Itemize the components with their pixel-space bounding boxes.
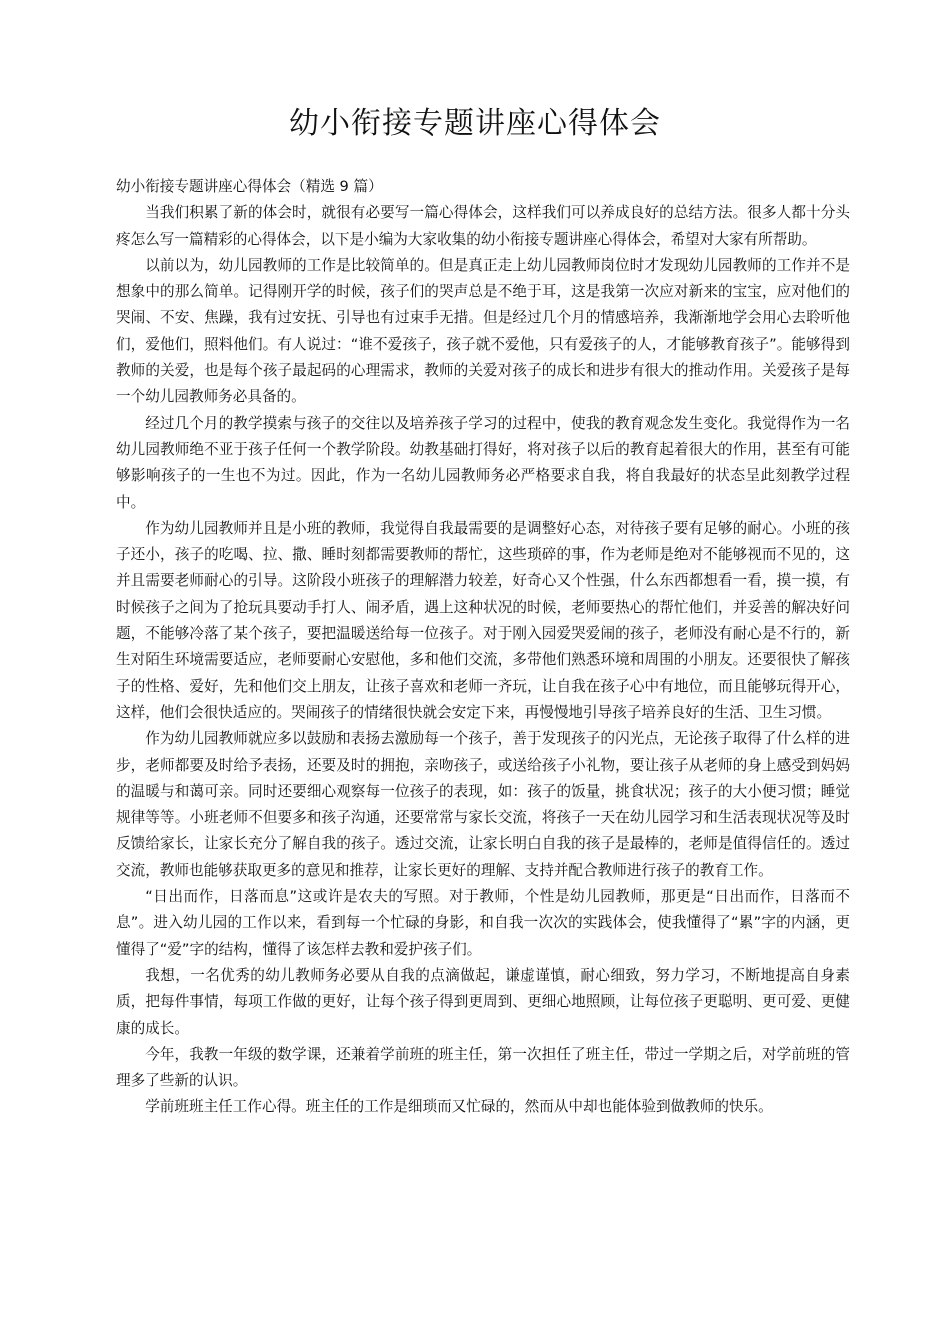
paragraph: 今年，我教一年级的数学课，还兼着学前班的班主任，第一次担任了班主任，带过一学期之后，对学前班的管理多了些新的认识。 <box>116 1045 850 1090</box>
paragraph: 学前班班主任工作心得。班主任的工作是细琐而又忙碌的，然而从中却也能体验到做教师的快乐。 <box>145 1098 773 1116</box>
document-title: 幼小衔接专题讲座心得体会 <box>289 106 661 141</box>
paragraph: 以前以为，幼儿园教师的工作是比较简单的。但是真正走上幼儿园教师岗位时才发现幼儿园教师的工作并不是想象中的那么简单。记得刚开学的时候，孩子们的哭声总是不绝于耳，这是我第一次应对新来的宝宝，应对他们的哭闹、不安、焦躁，我有过安抚、引导也有过束手无措。但是经过几个月的情感培养，我渐渐地学会用心去聆听他们，爱他们，照料他们。有人说过：“谁不爱孩子，孩子就不爱他，只有爱孩子的人，才能够教育孩子”。能够得到教师的关爱，也是每个孩子最起码的心理需求，教师的关爱对孩子的成长和进步有很大的推动作用。关爱孩子是每一个幼儿园教师务必具备的。 <box>116 256 850 406</box>
document-body <box>116 174 850 1121</box>
paragraph: 我想，一名优秀的幼儿教师务必要从自我的点滴做起，谦虚谨慎，耐心细致，努力学习，不断地提高自身素质，把每件事情，每项工作做的更好，让每个孩子得到更周到、更细心地照顾，让每位孩子更聪明、更可爱、更健康的成长。 <box>116 966 850 1037</box>
document-subtitle: 幼小衔接专题讲座心得体会（精选 9 篇） <box>116 178 383 195</box>
paragraph: 作为幼儿园教师就应多以鼓励和表扬去激励每一个孩子，善于发现孩子的闪光点，无论孩子取得了什么样的进步，老师都要及时给予表扬，还要及时的拥抱，亲吻孩子，或送给孩子小礼物，要让孩子从老师的身上感受到妈妈的温暖与和蔼可亲。同时还要细心观察每一位孩子的表现，如：孩子的饭量，挑食状况；孩子的大小便习惯；睡觉规律等等。小班老师不但要多和孩子沟通，还要常常与家长交流，将孩子一天在幼儿园学习和生活表现状况等及时反馈给家长，让家长充分了解自我的孩子。透过交流，让家长明白自我的孩子是最棒的，老师是值得信任的。透过交流，教师也能够获取更多的意见和推荐，让家长更好的理解、支持并配合教师进行孩子的教育工作。 <box>116 730 850 879</box>
paragraph-intro: 当我们积累了新的体会时，就很有必要写一篇心得体会，这样我们可以养成良好的总结方法。很多人都十分头疼怎么写一篇精彩的心得体会，以下是小编为大家收集的幼小衔接专题讲座心得体会，希望对大家有所帮助。 <box>116 204 850 248</box>
paragraph: “日出而作，日落而息”这或许是农夫的写照。对于教师，个性是幼儿园教师，那更是“日出而作，日落而不息”。进入幼儿园的工作以来，看到每一个忙碌的身影，和自我一次次的实践体会，使我懂得了“累”字的内涵，更懂得了“爱”字的结构，懂得了该怎样去教和爱护孩子们。 <box>116 888 850 958</box>
paragraph: 经过几个月的教学摸索与孩子的交往以及培养孩子学习的过程中，使我的教育观念发生变化。我觉得作为一名幼儿园教师绝不亚于孩子任何一个教学阶段。幼教基础打得好，将对孩子以后的教育起着很大的作用，甚至有可能够影响孩子的一生也不为过。因此，作为一名幼儿园教师务必严格要求自我，将自我最好的状态呈此刻教学过程中。 <box>116 414 850 511</box>
paragraph: 作为幼儿园教师并且是小班的教师，我觉得自我最需要的是调整好心态，对待孩子要有足够的耐心。小班的孩子还小，孩子的吃喝、拉、撒、睡时刻都需要教师的帮忙，这些琐碎的事，作为老师是绝对不能够视而不见的，这并且需要老师耐心的引导。这阶段小班孩子的理解潜力较差，好奇心又个性强，什么东西都想看一看，摸一摸，有时候孩子之间为了抢玩具要动手打人、闹矛盾，遇上这种状况的时候，老师要热心的帮忙他们，并妥善的解决好问题，不能够冷落了某个孩子，要把温暖送给每一位孩子。对于刚入园爱哭爱闹的孩子，老师没有耐心是不行的，新生对陌生环境需要适应，老师要耐心安慰他，多和他们交流，多带他们熟悉环境和周围的小朋友。还要很快了解孩子的性格、爱好，先和他们交上朋友，让孩子喜欢和老师一齐玩，让自我在孩子心中有地位，而且能够玩得开心，这样，他们会很快适应的。哭闹孩子的情绪很快就会安定下来，再慢慢地引导孩子培养良好的生活、卫生习惯。 <box>116 519 850 721</box>
